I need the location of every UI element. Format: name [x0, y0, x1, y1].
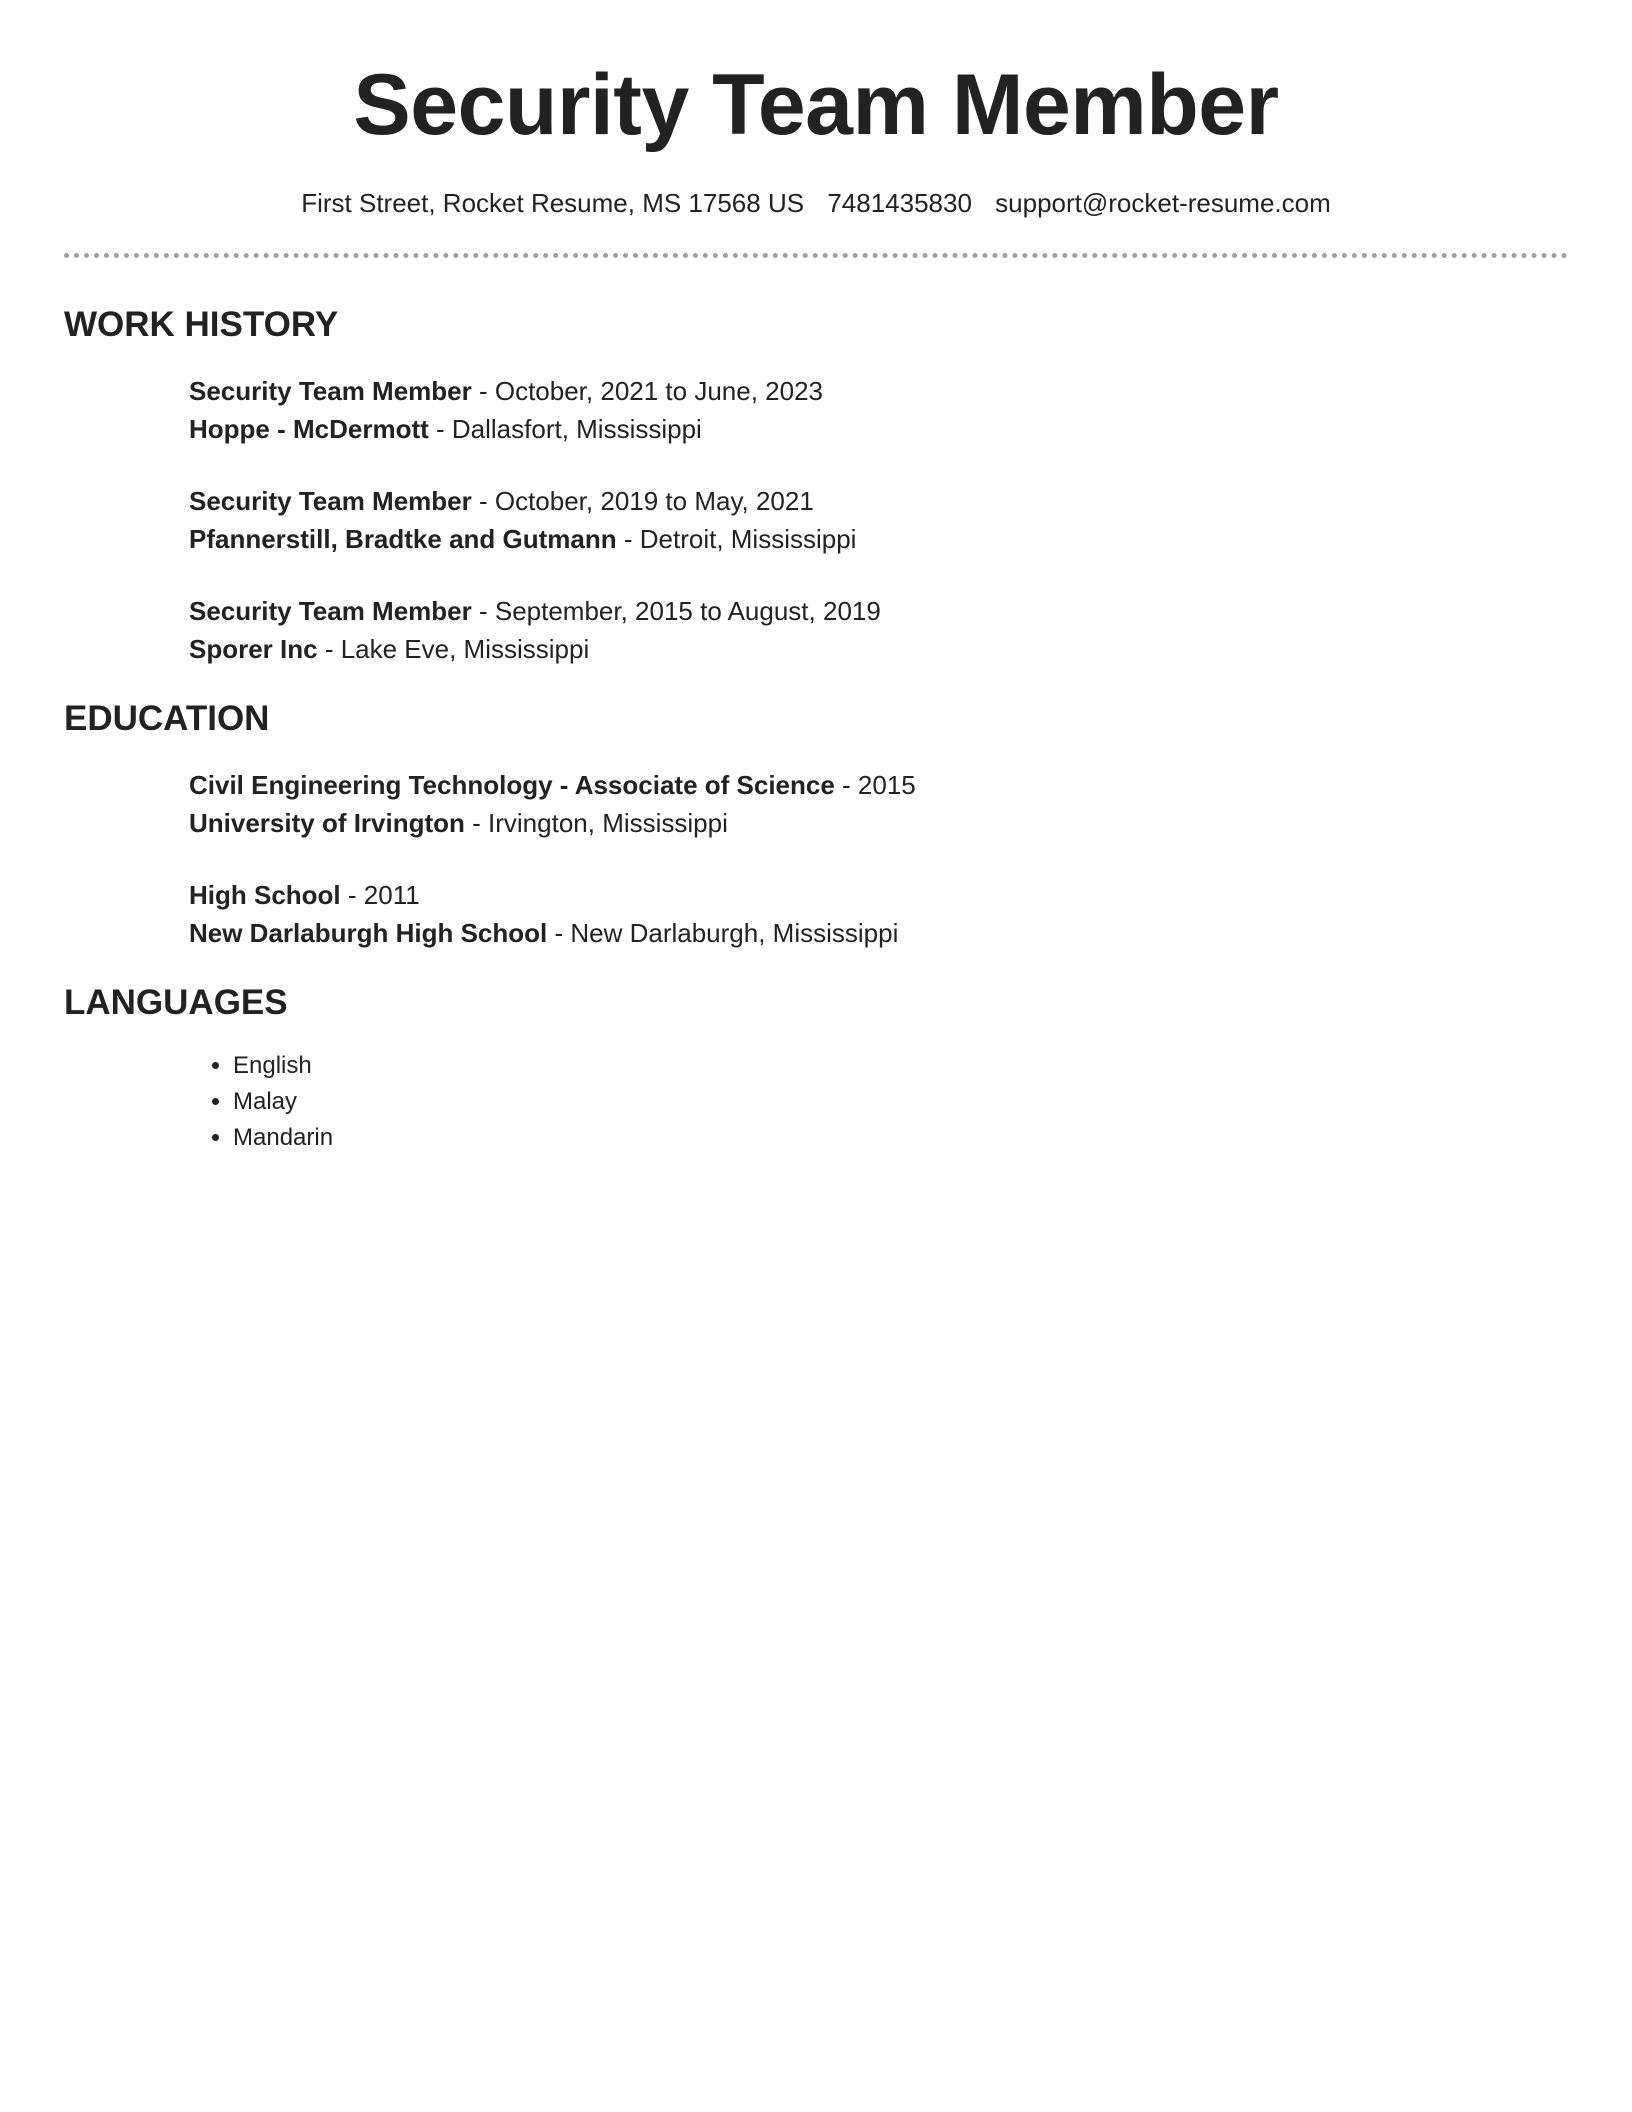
education-degree-line [189, 876, 1568, 914]
work-entry-company-line [189, 410, 1568, 448]
education-location: - New Darlaburgh, Mississippi [547, 918, 899, 949]
languages-heading: LANGUAGES [64, 983, 288, 1023]
work-history-list [64, 372, 1568, 668]
contact-email: support@rocket-resume.com [995, 188, 1331, 218]
work-dates: - October, 2019 to May, 2021 [471, 486, 814, 517]
education-entry [189, 876, 1568, 952]
contact-phone: 7481435830 [827, 188, 972, 218]
language-item: • Mandarin [233, 1120, 1568, 1156]
contact-line [64, 188, 1568, 219]
work-entry [189, 372, 1568, 448]
resume-name: Security Team Member [353, 57, 1279, 153]
header-divider [64, 253, 1568, 258]
education-heading: EDUCATION [64, 699, 270, 739]
work-entry [189, 592, 1568, 668]
education-school-line [189, 804, 1568, 842]
work-history-heading: WORK HISTORY [64, 305, 339, 345]
education-entry [189, 766, 1568, 842]
work-company: Hoppe - McDermott [189, 414, 429, 445]
work-company: Pfannerstill, Bradtke and Gutmann [189, 524, 617, 555]
education-school-line [189, 914, 1568, 952]
languages-list [64, 1048, 1568, 1156]
work-role: Security Team Member [189, 486, 472, 517]
education-location: - Irvington, Mississippi [464, 808, 728, 839]
work-entry-role-line [189, 372, 1568, 410]
education-degree: Civil Engineering Technology - Associate of Science [189, 770, 835, 801]
work-entry-role-line [189, 482, 1568, 520]
language-item: • Malay [233, 1084, 1568, 1120]
education-year: - 2015 [834, 770, 916, 801]
contact-address: First Street, Rocket Resume, MS 17568 US [301, 188, 805, 218]
work-dates: - September, 2015 to August, 2019 [471, 596, 881, 627]
work-company: Sporer Inc [189, 634, 318, 665]
work-entry-company-line [189, 520, 1568, 558]
education-degree: High School [189, 880, 341, 911]
education-year: - 2011 [340, 880, 420, 911]
work-entry-company-line [189, 630, 1568, 668]
language-item: • English [233, 1048, 1568, 1084]
work-location: - Detroit, Mississippi [616, 524, 857, 555]
education-degree-line [189, 766, 1568, 804]
education-school: University of Irvington [189, 808, 465, 839]
work-location: - Lake Eve, Mississippi [317, 634, 590, 665]
work-entry-role-line [189, 592, 1568, 630]
work-role: Security Team Member [189, 596, 472, 627]
work-role: Security Team Member [189, 376, 472, 407]
education-list [64, 766, 1568, 952]
work-dates: - October, 2021 to June, 2023 [471, 376, 823, 407]
work-entry [189, 482, 1568, 558]
work-location: - Dallasfort, Mississippi [428, 414, 702, 445]
education-school: New Darlaburgh High School [189, 918, 548, 949]
